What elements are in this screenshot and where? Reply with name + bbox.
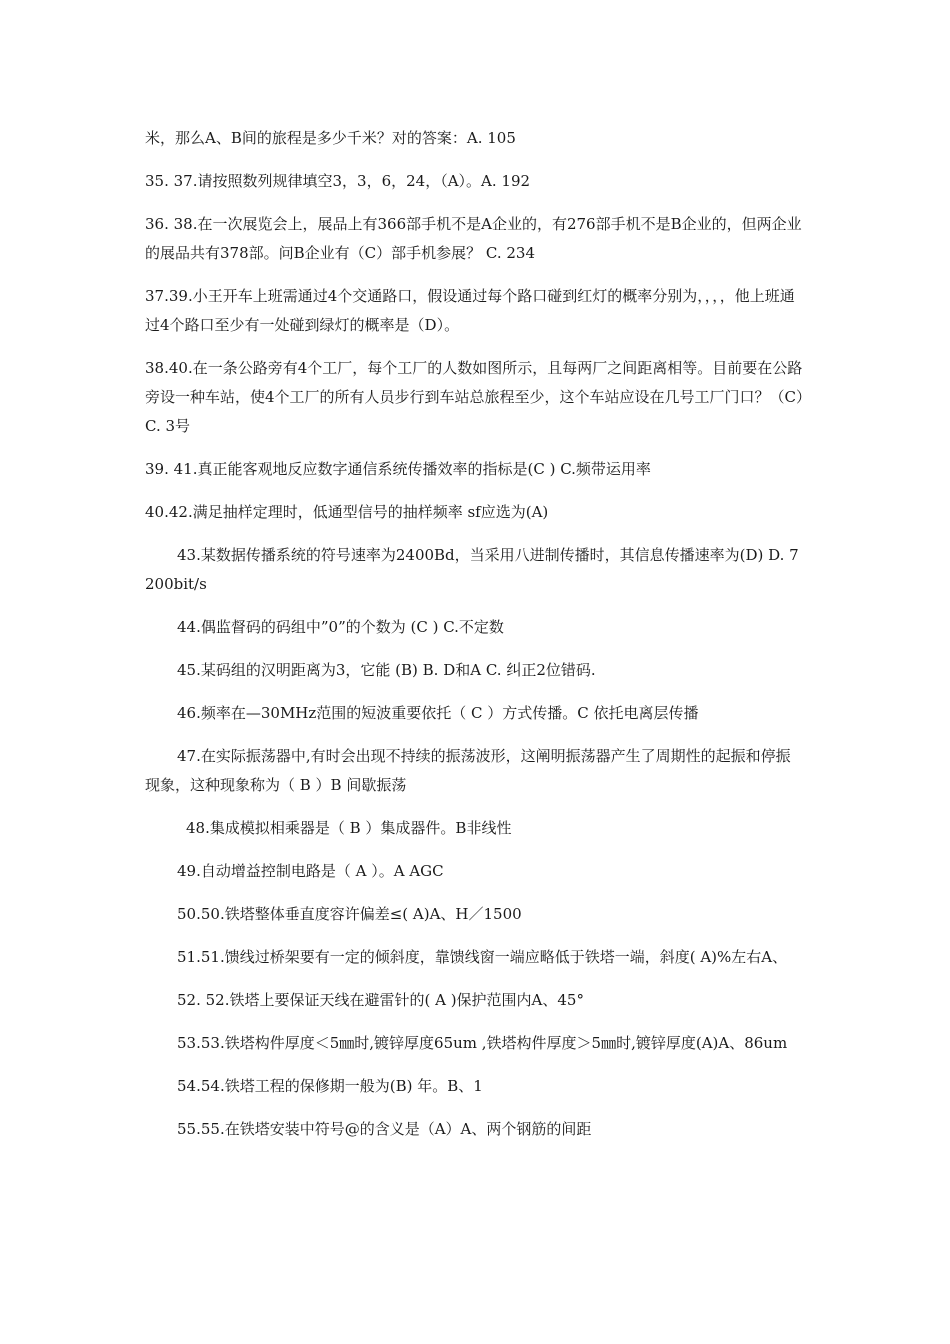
paragraph-question-55: 55.55.在铁塔安装中符号@的含义是（A）A、两个钢筋的间距 bbox=[177, 1120, 592, 1138]
paragraph-question-47: 47.在实际振荡器中,有时会出现不持续的振荡波形，这阐明振荡器产生了周期性的起振和停振现象，这种现象称为（ B ）B 间歇振荡 bbox=[145, 747, 791, 794]
paragraph-question-50: 50.50.铁塔整体垂直度容许偏差≤( A)A、H／1500 bbox=[177, 905, 522, 923]
document-body bbox=[145, 124, 805, 1158]
paragraph-question-44: 44.偶监督码的码组中”0”的个数为 (C ) C.不定数 bbox=[177, 618, 504, 636]
paragraph-question-37: 35. 37.请按照数列规律填空3，3，6，24，（A）。A. 192 bbox=[145, 172, 531, 190]
paragraph-question-40: 38.40.在一条公路旁有4个工厂，每个工厂的人数如图所示，且每两厂之间距离相等。目前要在公路旁设一种车站，使4个工厂的所有人员步行到车站总旅程至少，这个车站应设在几号工厂门口？（C）C. 3号 bbox=[145, 359, 804, 435]
paragraph-question-53: 53.53.铁塔构件厚度＜5㎜时,镀锌厚度65um ,铁塔构件厚度＞5㎜时,镀锌厚度(A)A、86um bbox=[177, 1034, 788, 1052]
paragraph-question-54: 54.54.铁塔工程的保修期一般为(B) 年。B、1 bbox=[177, 1077, 483, 1095]
paragraph-question-46: 46.频率在—30MHz范围的短波重要依托（ C ）方式传播。C 依托电离层传播 bbox=[177, 704, 699, 722]
paragraph-question-52: 52. 52.铁塔上要保证天线在避雷针的( A )保护范围内A、45° bbox=[177, 991, 584, 1009]
paragraph-question-39: 37.39.小王开车上班需通过4个交通路口，假设通过每个路口碰到红灯的概率分别为，，，，他上班通过4个路口至少有一处碰到绿灯的概率是（D）。 bbox=[145, 287, 795, 334]
paragraph-question-49: 49.自动增益控制电路是（ A ）。A AGC bbox=[177, 862, 444, 880]
paragraph-question-42: 40.42.满足抽样定理时，低通型信号的抽样频率 sf应选为(A) bbox=[145, 503, 549, 521]
paragraph-answer-34: 米，那么A、B间的旅程是多少千米？对的答案：A. 105 bbox=[145, 129, 516, 147]
paragraph-question-43: 43.某数据传播系统的符号速率为2400Bd，当采用八进制传播时，其信息传播速率为(D) D. 7200bit/s bbox=[145, 546, 799, 593]
paragraph-question-51: 51.51.馈线过桥架要有一定的倾斜度，靠馈线窗一端应略低于铁塔一端，斜度( A)%左右A、 bbox=[177, 948, 788, 966]
paragraph-question-41: 39. 41.真正能客观地反应数字通信系统传播效率的指标是(C ) C.频带运用率 bbox=[145, 460, 651, 478]
paragraph-question-48: 48.集成模拟相乘器是（ B ）集成器件。B非线性 bbox=[186, 819, 512, 837]
paragraph-question-38: 36. 38.在一次展览会上，展品上有366部手机不是A企业的，有276部手机不是B企业的，但两企业的展品共有378部。问B企业有（C）部手机参展？ C. 234 bbox=[145, 215, 802, 262]
paragraph-question-45: 45.某码组的汉明距离为3，它能 (B) B. D和A C. 纠正2位错码. bbox=[177, 661, 596, 679]
